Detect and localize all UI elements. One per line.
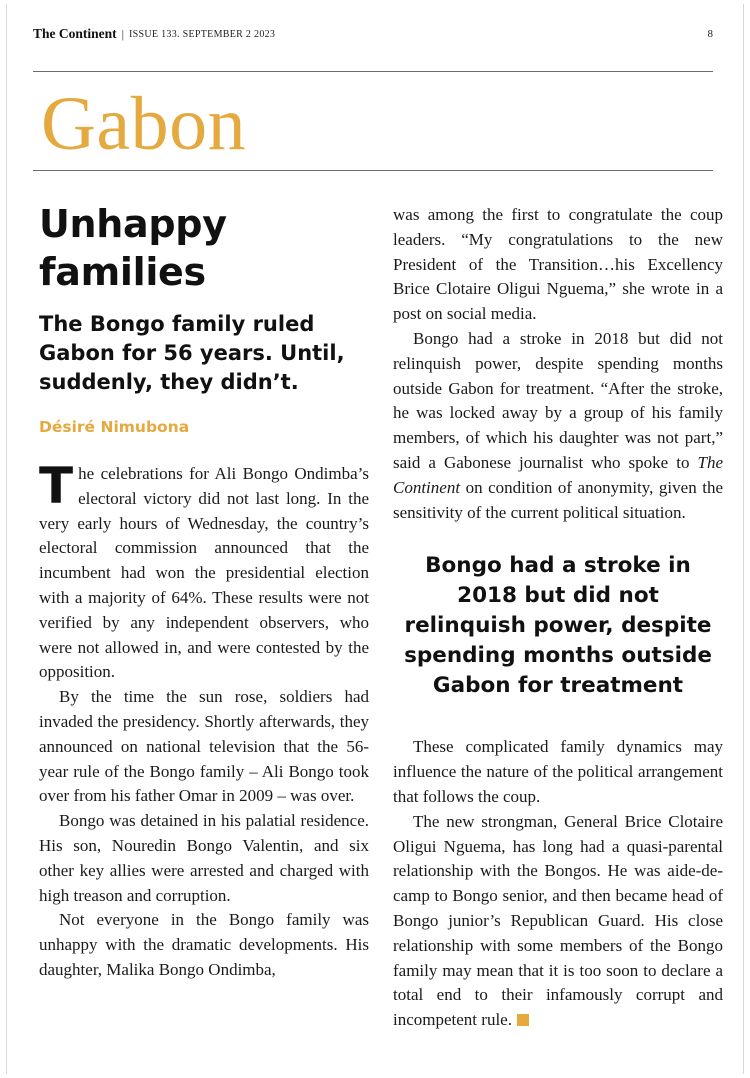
headline-line-1: Unhappy — [39, 202, 227, 246]
page-number: 8 — [707, 28, 713, 40]
article-standfirst: The Bongo family ruled Gabon for 56 years. Until, suddenly, they didn’t. — [39, 312, 345, 394]
paragraph-5-text-a: Bongo had a stroke in 2018 but did not relinquish power, despite spending months outside Gabon for treatment. “After the stroke, he was locked away by a group of his family members, of which his daughter was not part,” said a Gabonese journalist who spoke to — [393, 328, 723, 472]
issue-info: ISSUE 133. SEPTEMBER 2 2023 — [129, 28, 276, 40]
article-column-right — [393, 203, 723, 1033]
body-paragraph-7 — [393, 810, 723, 1033]
header-rule-bottom — [33, 170, 713, 171]
magazine-page — [6, 4, 744, 1074]
publication-name: The Continent — [33, 26, 117, 41]
paragraph-7-text: The new strongman, General Brice Clotaire Oligui Nguema, has long had a quasi-parental relationship with the Bongos. He was aide-de-camp to Bongo senior, and then became head of Bongo junior’s Republican Guard. His close relationship with some members of the Bongo family may mean that it is too soon to declare a total end to their infamously corrupt and incompetent rule. — [393, 811, 723, 1030]
drop-cap: T — [39, 457, 74, 515]
headline-line-2: families — [39, 250, 206, 294]
body-paragraph-4-continued: was among the first to congratulate the coup leaders. “My congratulations to the new President of the Transition…his Excellency Brice Clotaire Oligui Nguema,” she wrote in a post on social media. — [393, 205, 723, 324]
article-column-left — [39, 200, 369, 983]
header-rule-top — [33, 71, 713, 72]
body-paragraph-3: Bongo was detained in his palatial residence. His son, Nouredin Bongo Valentin, and six other key allies were arrested and charged with high treason and corruption. — [39, 811, 369, 905]
masthead-separator: | — [121, 26, 125, 41]
body-paragraph-2: By the time the sun rose, soldiers had invaded the presidency. Shortly afterwards, they announced on national television that the 56-year rule of the Bongo family – Ali Bongo took over from his father Omar in 2009 – was over. — [39, 687, 369, 806]
paragraph-1-text: he celebrations for Ali Bongo Ondimba’s electoral victory did not last long. In the very early hours of Wednesday, the country’s electoral commission announced that the incumbent had won the presidential election with a majority of 64%. These results were not verified by any independent observers, who were not allowed in, and were contested by the opposition. — [39, 464, 369, 682]
article-byline: Désiré Nimubona — [39, 418, 190, 436]
publication-mention: The Continent — [393, 452, 723, 497]
masthead — [33, 22, 713, 46]
end-of-article-mark — [517, 1014, 529, 1026]
paragraph-5-text-b: on condition of anonymity, given the sensitivity of the current political situation. — [393, 477, 723, 522]
body-paragraph-5 — [393, 327, 723, 525]
body-paragraph-4: Not everyone in the Bongo family was unhappy with the dramatic developments. His daughter, Malika Bongo Ondimba, — [39, 910, 369, 979]
pull-quote: Bongo had a stroke in 2018 but did not relinquish power, despite spending months outside Gabon for treatment — [404, 553, 712, 699]
article-headline — [39, 200, 369, 296]
body-paragraph-6: These complicated family dynamics may influence the nature of the political arrangement that follows the coup. — [393, 737, 723, 806]
section-title: Gabon — [41, 82, 247, 166]
body-paragraph-1 — [39, 457, 369, 685]
